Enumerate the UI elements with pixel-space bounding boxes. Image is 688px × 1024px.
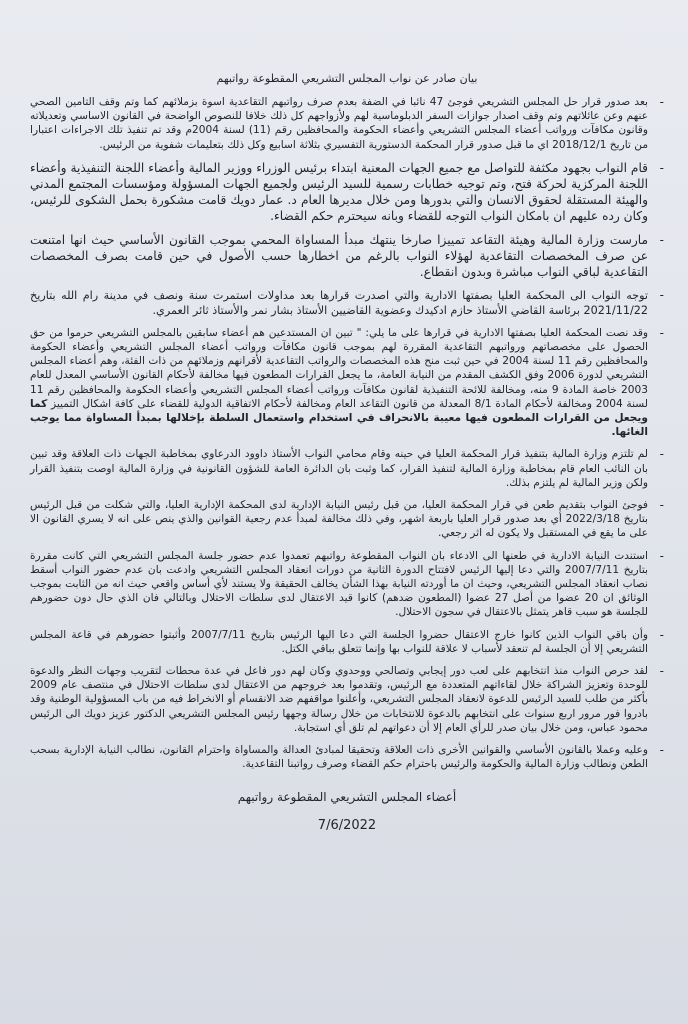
paragraph-9 [30, 628, 664, 656]
paragraph-11 [30, 743, 664, 771]
paragraph-text: قام النواب بجهود مكثفة للتواصل مع جميع الجهات المعنية ابتداء برئيس الوزراء ووزير المالية وأعضاء اللجنة التنفيذية وأعضاء اللجنة المركزية لحركة فتح، وتم توجيه خطابات رسمية للسيد الرئيس ولجميع الجهات المسؤولة ومؤسسات المجتمع المدني والهيئة المستقلة لحقوق الانسان والتي بدورها ومن خلال مديرها العام د. عمار دويك قامت مشكورة بحمل الشكوى للرئيس، وكان رده عليهم ان بامكان النواب التوجه للقضاء وبانه سيحترم حكم القضاء. [30, 160, 648, 223]
paragraph-text: لم تلتزم وزارة المالية بتنفيذ قرار المحكمة العليا في حينه وقام محامي النواب الأستاذ داوود الدرعاوي بمخاطبة الجهات ذات العلاقة وقد تبين بان النائب العام قام بمخاطبة وزارة المالية لتنفيذ القرار، كما وثبت بان الدائرة العامة للشؤون القانونية في وزارة المالية اوصت بتنفيذ القرار ولكن وزير المالية لم يلتزم بذلك. [30, 448, 648, 489]
paragraph-8 [30, 549, 664, 620]
paragraph-text: توجه النواب الى المحكمة العليا بصفتها الادارية والتي اصدرت قرارها بعد مداولات استمرت سنة ونصف في مدينة رام الله بتاريخ 2021/11/22 برئاسة القاضي الأستاذ حازم ادكيدك وعضوية القاضيين الأستاذ بشار نمر والأستاذ ثائر العمري. [30, 288, 648, 317]
paragraph-3 [30, 232, 664, 280]
paragraph-4 [30, 288, 664, 318]
paragraph-text: بعد صدور قرار حل المجلس التشريعي فوجئ 47 نائبا في الضفة بعدم صرف رواتبهم التقاعدية اسوة بزملائهم كما وتم وقف التامين الصحي عنهم وعن عائلاتهم وتم وقف اصدار جوازات السفر الدبلوماسية لهم ولأزواجهم كل ذلك خلافا للنصوص الواضحة في القانون الاساسي وتعديلاته وقانون مكافآت ورواتب أعضاء المجلس التشريعي وأعضاء الحكومة والمحافظين رقم (11) لسنة 2004م وقد تم تنفيذ تلك الاجراءات اعتبارا من تاريخ 2018/12/1 اي ما قبل صدور قرار المحكمة الدستورية التفسيري بثلاثة اسابيع وكل ذلك بتعليمات شفوية من الرئيس. [30, 96, 648, 151]
bullet-icon: - [659, 548, 664, 563]
paragraph-text: وأن باقي النواب الذين كانوا خارج الاعتقال حضروا الجلسة التي دعا اليها الرئيس بتاريخ 2007/7/11 وأثبتوا حضورهم في قاعة المجلس التشريعي إلا أن الجلسة لم تنعقد لأسباب لا علاقة للنواب بها وإنما تتعلق بباقي الكتل. [30, 628, 648, 655]
paragraph-5 [30, 326, 664, 440]
paragraph-text: استندت النيابة الادارية في طعنها الى الادعاء بان النواب المقطوعة رواتبهم تعمدوا عدم حضور جلسة المجلس التشريعي التي كانت مقررة بتاريخ 2007/7/11 والتي دعا إليها الرئيس لافتتاح الدورة الثانية من دورات انعقاد المجلس التشريعي وادعت بان عدم حضور النواب أسقط نصاب انعقاد المجلس التشريعي، وحيث ان ما أوردته النيابة بهذا الشأن يخالف الحقيقة ولا يستند لأي أساس واقعي حيث انه من الثابت بموجب الوثائق ان 20 عضوا من أصل 27 عضوا (المطعون ضدهم) كانوا قيد الاعتقال لدى سلطات الاحتلال وبالتالي فان الذي حال دون حضورهم للجلسة هو سبب قاهر يتمثل بالاعتقال في سجون الاحتلال. [30, 549, 648, 619]
paragraph-1 [30, 95, 664, 152]
paragraph-text: مارست وزارة المالية وهيئة التقاعد تمييزا صارخا ينتهك مبدأ المساواة المحمي بموجب القانون الأساسي حيث انها امتنعت عن صرف المخصصات التقاعدية لهؤلاء النواب بالرغم من اخطارها حسب الأصول في حين قامت بصرف المخصصات التقاعدية لباقي النواب مباشرة وبدون انقطاع. [30, 232, 648, 279]
bullet-icon: - [659, 232, 664, 247]
bullet-icon: - [659, 498, 664, 513]
bullet-icon: - [659, 95, 664, 109]
paragraph-text: وعليه وعملا بالقانون الأساسي والقوانين الأخرى ذات العلاقة وتحقيقا لمبادئ العدالة والمساواة واحترام القانون، نطالب النيابة الإدارية بسحب الطعن ونطالب وزارة المالية والحكومة والرئيس باحترام حكم القضاء وصرف رواتبنا التقاعدية. [30, 744, 648, 771]
bullet-icon: - [659, 664, 664, 679]
paragraph-emphasis: كما ويجعل من القرارات المطعون فيها معيبة بالانحراف في استخدام واستعمال السلطة بإخلالها بمبدأ المساواة مما يوجب الغائها. [30, 397, 648, 439]
paragraph-6 [30, 447, 664, 490]
signature-line: أعضاء المجلس التشريعي المقطوعة رواتبهم [237, 789, 457, 804]
bullet-icon: - [659, 160, 664, 175]
document-heading: بيان صادر عن نواب المجلس التشريعي المقطوعة رواتبهم [216, 72, 478, 85]
paragraph-10 [30, 664, 664, 735]
bullet-icon: - [659, 287, 664, 302]
bullet-icon: - [659, 627, 664, 642]
paragraph-7 [30, 498, 664, 541]
paragraph-text: لقد حرص النواب منذ انتخابهم على لعب دور إيجابي وتصالحي ووحدوي وكان لهم دور فاعل في عدة محطات لتقريب وجهات النظر والدعوة للوحدة وتعزيز الشراكة خلال لقاءاتهم المتعددة مع الرئيس، وتقدموا بعد خروجهم من الاعتقال لدى سلطات الاحتلال في منتصف عام 2009 بأكثر من طلب للسيد الرئيس للدعوة لانعقاد المجلس التشريعي، وأعلنوا مواقفهم ضد الانقسام أو الانخراط فيه من باب المسؤولية الوطنية وقد بادروا فور مرور اربع سنوات على انتخابهم بالدعوة للانتخابات من خلال رسالة وجهها رئيس المجلس التشريعي الدكتور عزيز دويك الى الرئيس محمود عباس، ومن خلال بيان صدر للرأي العام إلا أن دعواتهم لم تلق أي استجابة. [30, 665, 648, 734]
paragraph-text: فوجئ النواب بتقديم طعن في قرار المحكمة العليا، من قبل رئيس النيابة الإدارية لدى المحكمة الإدارية العليا، والتي شكلت من قبل الرئيس بتاريخ 2022/3/18 أي بعد صدور قرار العليا باربعة اشهر، وفي ذلك مخالفة لمبدأ عدم رجعية القوانين والذي ينص على انه لا يسري القانون الا على ما يقع في المستقبل ولا يكون له اثر رجعي. [30, 499, 648, 540]
paragraph-text: وقد نصت المحكمة العليا بصفتها الادارية في قرارها على ما يلي: " تبين ان المستدعين هم أعضاء سابقين بالمجلس التشريعي حرموا من حق الحصول على مخصصاتهم ورواتبهم التقاعدية المقررة لهم بموجب قانون مكافآت ورواتب أعضاء المجلس التشريعي وأعضاء الحكومة والمحافظين رقم 11 لسنة 2004 في حين ثبت منح هذه المخصصات والرواتب التقاعدية لأقرانهم وزملائهم من ذات الفئة، وهم أعضاء المجلس التشريعي لدورة 2006 وفق الكشف المقدم من النيابة العامة، ما يجعل القرارات المطعون فيها مخالفة لأحكام القانون الأساسي المعدل للعام 2003 خاصة المادة 9 منه، ومخالفة للائحة التنفيذية لقانون مكافآت ورواتب أعضاء المجلس التشريعي وأعضاء الحكومة والمحافظين رقم 11 لسنة 2004 ومخالفة لأحكام المادة 8/1 المعدلة من قانون التقاعد العام ومخالفة لأحكام الاتفاقية الدولية للقضاء على كافة اشكال التمييز [30, 326, 648, 410]
bullet-icon: - [659, 447, 664, 462]
document-date: 7/6/2022 [317, 817, 377, 833]
paragraph-2 [30, 160, 664, 224]
bullet-icon: - [659, 743, 664, 758]
document-body [30, 95, 664, 772]
bullet-icon: - [659, 325, 664, 340]
